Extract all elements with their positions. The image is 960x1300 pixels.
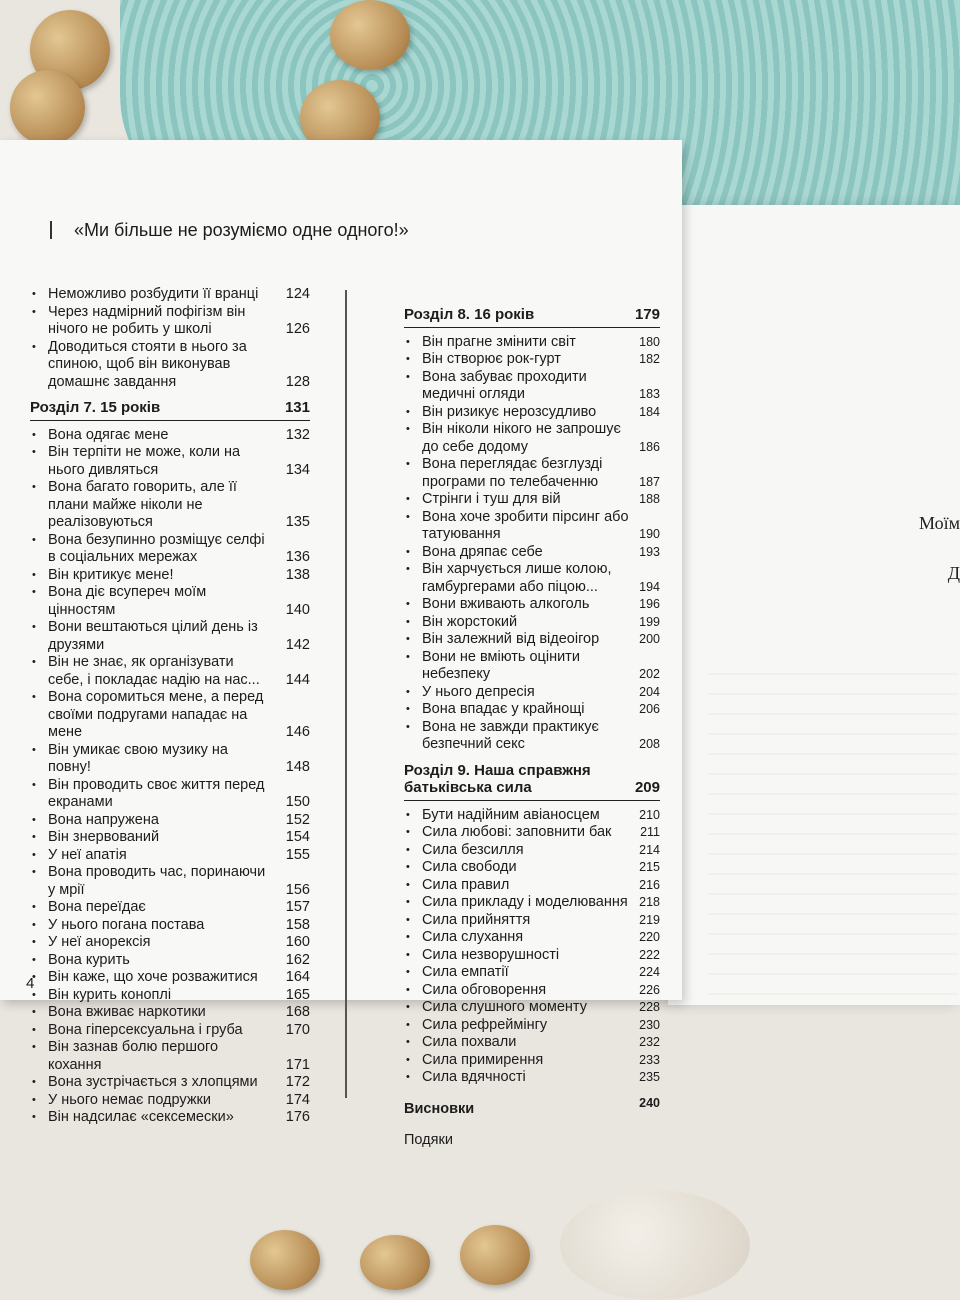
toc-entry [404, 596, 660, 614]
toc-entry [404, 912, 660, 930]
toc-entry [30, 847, 310, 865]
toc-page-number: 144 [285, 671, 310, 688]
toc-page-number: 188 [639, 492, 660, 506]
toc-entry [30, 1004, 310, 1022]
toc-page-number: 176 [285, 1109, 310, 1125]
toc-entry [30, 812, 310, 830]
wooden-bead [250, 1230, 320, 1290]
toc-page-number: 150 [285, 794, 310, 810]
running-header [50, 220, 409, 241]
toc-page-number: 158 [285, 916, 310, 933]
toc-entry [404, 1034, 660, 1052]
toc-page-number: 179 [634, 306, 660, 323]
toc-page-number: 165 [285, 986, 310, 1003]
right-page [668, 205, 960, 1005]
toc-entry-title: Сила примирення [422, 1051, 544, 1068]
toc-entry [30, 619, 310, 654]
toc-entry [404, 684, 660, 702]
toc-entry [404, 491, 660, 509]
toc-entry [404, 1017, 660, 1035]
toc-entry-title: Він терпіти не може, коли на нього дивляться [48, 444, 241, 478]
toc-entry-title: Сила слухання [422, 929, 524, 945]
toc-entry-title: Він знервований [48, 829, 160, 845]
toc-entry-title: Він надсилає «сексемески» [48, 1109, 234, 1125]
toc-page-number: 124 [285, 286, 310, 302]
toc-page-number: 182 [639, 352, 660, 366]
toc-entry-title: Сила любові: заповнити бак [422, 824, 612, 840]
toc-page-number: 171 [285, 1056, 310, 1073]
toc-entry [404, 631, 660, 649]
toc-page-number: 190 [639, 527, 660, 541]
toc-entry-title: У нього погана постава [48, 916, 205, 933]
toc-entry [404, 614, 660, 632]
toc-entry [30, 829, 310, 847]
toc-page-number: 148 [285, 759, 310, 775]
toc-entry [404, 807, 660, 825]
right-page-text: Моїм [919, 513, 960, 533]
toc-entry [30, 444, 310, 479]
toc-entry-title: Сила прикладу і моделювання [422, 894, 628, 910]
toc-entry-title: Він ризикує нерозсудливо [422, 403, 597, 420]
toc-entry-title: Сила свободи [422, 859, 517, 875]
toc-entry-title: Сила рефреймінгу [422, 1016, 548, 1033]
toc-page-number: 219 [639, 912, 660, 927]
toc-entry [30, 567, 310, 585]
toc-entry-title: Він ніколи нікого не запрошує до себе додому [422, 421, 621, 455]
toc-page-number: 196 [639, 597, 660, 611]
toc-entry [404, 456, 660, 491]
toc-entry-title: Він створює рок-гурт [422, 351, 561, 367]
toc-page-number: 136 [285, 549, 310, 565]
toc-entry-title: Вона не завжди практикує безпечний секс [422, 718, 599, 752]
toc-entry-title: Доводиться стояти в нього за спиною, щоб він виконував домашнє завдання [48, 338, 247, 390]
toc-page-number: 224 [639, 965, 660, 979]
toc-entry [404, 877, 660, 895]
toc-entry-title: У неї апатія [48, 846, 127, 863]
toc-page-number: 156 [285, 881, 310, 898]
toc-entry [404, 1095, 660, 1119]
toc-entry-title: Сила емпатії [422, 964, 509, 980]
toc-entry [30, 1039, 310, 1074]
toc-entry-title: Він харчується лише колою, гамбургерами або піцою... [422, 561, 612, 595]
toc-page-number: 168 [285, 1004, 310, 1020]
toc-page-number: 138 [285, 566, 310, 583]
toc-page-number: 209 [634, 779, 660, 796]
toc-page-number: 210 [639, 807, 660, 822]
toc-entry [30, 304, 310, 339]
toc-entry [404, 404, 660, 422]
toc-page-number: 233 [639, 1052, 660, 1067]
toc-entry [30, 1074, 310, 1092]
toc-entry [404, 544, 660, 562]
toc-entry [30, 864, 310, 899]
toc-entry-title: Подяки [404, 1132, 453, 1148]
toc-entry [30, 286, 310, 304]
toc-entry-title: Вони вживають алкоголь [422, 596, 590, 612]
toc-entry-title: Неможливо розбудити її вранці [48, 286, 259, 302]
toc-entry [404, 1052, 660, 1070]
toc-page-number: 186 [639, 439, 660, 454]
toc-page-number: 183 [639, 387, 660, 401]
toc-entry [30, 584, 310, 619]
toc-entry-title: Вона зустрічається з хлопцями [48, 1074, 258, 1090]
toc-entry-title: Сила слушного моменту [422, 999, 587, 1015]
toc-entry-title: Сила незворушності [422, 946, 560, 963]
toc-entry [404, 369, 660, 404]
toc-entry [404, 719, 660, 754]
toc-entry-title: У нього депресія [422, 683, 535, 700]
toc-page-number: 204 [639, 684, 660, 699]
toc-entry-title: Вона багато говорить, але її плани майже ніколи не реалізовуються [48, 479, 237, 530]
toc-entry-title: Сила похвали [422, 1034, 517, 1050]
toc-entry [30, 952, 310, 970]
toc-entry [30, 969, 310, 987]
toc-entry-title: Вона проводить час, поринаючи у мрії [48, 864, 266, 898]
toc-page-number: 146 [285, 724, 310, 740]
toc-entry [404, 964, 660, 982]
toc-page-number: 162 [285, 951, 310, 968]
toc-entry [404, 561, 660, 596]
toc-page-number: 214 [639, 842, 660, 857]
toc-entry [404, 509, 660, 544]
toc-entry [30, 427, 310, 445]
toc-entry [30, 339, 310, 392]
toc-entry-title: Сила прийняття [422, 911, 531, 928]
toc-entry-title: Вона забуває проходити медичні огляди [422, 368, 587, 402]
toc-entry-title: Сила правил [422, 876, 510, 893]
toc-entry-title: Вона переїдає [48, 899, 146, 915]
toc-page-number: 160 [285, 934, 310, 950]
toc-page-number: 164 [285, 969, 310, 985]
toc-entry-title: Сила безсилля [422, 841, 524, 858]
toc-page-number: 228 [639, 1000, 660, 1014]
toc-entry-title: Вони не вміють оцінити небезпеку [422, 648, 580, 682]
toc-page-number: 131 [284, 399, 310, 416]
toc-entry-title: Бути надійним авіаносцем [422, 806, 600, 823]
toc-entry [404, 842, 660, 860]
toc-entry [30, 1092, 310, 1110]
toc-entry [404, 334, 660, 352]
toc-entry [30, 689, 310, 742]
toc-page-number: 211 [640, 825, 660, 839]
toc-entry [30, 934, 310, 952]
toc-entry-title: Вона хоче зробити пірсинг або татуювання [422, 508, 629, 542]
toc-entry [404, 929, 660, 947]
toc-entry [404, 1069, 660, 1087]
soap-bar [560, 1190, 750, 1300]
toc-entry [30, 777, 310, 812]
toc-page-number: 152 [285, 811, 310, 828]
toc-entry-title: Вона дряпає себе [422, 543, 543, 560]
toc-section-heading [30, 399, 310, 421]
toc-page-number: 240 [639, 1095, 660, 1110]
toc-entry-title: Вона переглядає безглузді програми по телебаченню [422, 456, 603, 490]
toc-entry [404, 999, 660, 1017]
toc-entry-title: Він не знає, як організувати себе, і покладає надію на нас... [48, 654, 260, 688]
toc-page-number: 222 [639, 947, 660, 962]
toc-page-number: 226 [639, 982, 660, 997]
toc-page-number: 218 [639, 895, 660, 909]
wooden-bead [460, 1225, 530, 1285]
toc-entry [30, 479, 310, 532]
bleed-through-text [708, 655, 958, 995]
toc-entry-title: Він курить коноплі [48, 986, 172, 1003]
toc-entry-title: Розділ 7. 15 років [30, 399, 161, 416]
toc-section-heading [404, 762, 660, 801]
toc-page-number: 215 [639, 860, 660, 874]
toc-page-number: 180 [639, 334, 660, 349]
toc-entry-title: Він каже, що хоче розважитися [48, 969, 258, 985]
toc-entry [404, 1132, 660, 1150]
toc-page-number: 235 [639, 1070, 660, 1084]
toc-entry-title: Він критикує мене! [48, 566, 174, 583]
toc-entry [30, 742, 310, 777]
toc-page-number: 232 [639, 1035, 660, 1049]
toc-page-number: 140 [285, 601, 310, 618]
toc-page-number: 154 [285, 829, 310, 845]
toc-entry-title: Розділ 8. 16 років [404, 306, 535, 323]
toc-page-number: 199 [639, 614, 660, 629]
toc-entry-title: Вона діє всупереч моїм цінностям [48, 584, 207, 618]
toc-entry [404, 947, 660, 965]
book-page [0, 140, 682, 1148]
toc-column-left [30, 286, 310, 1127]
toc-page-number: 170 [285, 1021, 310, 1038]
toc-page-number: 206 [639, 702, 660, 716]
toc-page-number: 200 [639, 632, 660, 646]
page-number: 4 [26, 975, 35, 992]
toc-page-number: 174 [285, 1091, 310, 1108]
toc-entry [30, 654, 310, 689]
toc-entry-title: Він залежний від відеоігор [422, 631, 600, 647]
toc-entry [404, 894, 660, 912]
toc-page-number: 155 [285, 846, 310, 863]
toc-page-number: 202 [639, 667, 660, 681]
column-divider [345, 290, 347, 1098]
toc-page-number: 126 [285, 321, 310, 337]
toc-entry-title: У нього немає подружки [48, 1091, 211, 1108]
toc-entry-title: Він умикає свою музику на повну! [48, 741, 228, 775]
toc-entry-title: Сила обговорення [422, 981, 547, 998]
toc-entry-title: Вона напружена [48, 811, 159, 828]
toc-entry-title: Вона гіперсексуальна і груба [48, 1021, 243, 1038]
header-bar [50, 221, 52, 239]
toc-entry [30, 532, 310, 567]
toc-entry [30, 899, 310, 917]
toc-entry [404, 421, 660, 456]
toc-entry-title: Вона соромиться мене, а перед своїми подругами нападає на мене [48, 689, 264, 740]
toc-page-number: 230 [639, 1017, 660, 1032]
toc-entry [30, 1022, 310, 1040]
right-page-text: Д [947, 563, 960, 583]
toc-entry-title: Вона одягає мене [48, 426, 169, 443]
toc-page-number: 135 [285, 514, 310, 530]
toc-page-number: 187 [639, 474, 660, 489]
toc-entry [404, 824, 660, 842]
toc-page-number: 216 [639, 877, 660, 892]
toc-entry-title: Сила вдячності [422, 1069, 526, 1085]
toc-entry-title: Через надмірний пофігізм він нічого не робить у школі [48, 303, 246, 337]
toc-column-right [404, 298, 660, 1150]
wooden-bead [10, 70, 85, 145]
toc-entry-title: Він проводить своє життя перед екранами [48, 776, 265, 810]
wooden-bead [330, 0, 410, 70]
toc-page-number: 208 [639, 737, 660, 751]
toc-entry-title: Вона вживає наркотики [48, 1004, 206, 1020]
toc-entry-title: Висновки [404, 1100, 475, 1117]
toc-entry [404, 649, 660, 684]
toc-entry-title: У неї анорексія [48, 934, 151, 950]
toc-entry-title: Він прагне змінити світ [422, 333, 576, 350]
toc-entry-title: Він жорстокий [422, 613, 518, 630]
wooden-bead [360, 1235, 430, 1290]
toc-entry [404, 859, 660, 877]
toc-entry-title: Розділ 9. Наша справжня батьківська сила [404, 761, 591, 796]
toc-entry-title: Вона безупинно розміщує селфі в соціальних мережах [48, 531, 265, 565]
toc-page-number: 172 [285, 1074, 310, 1090]
toc-page-number: 142 [285, 636, 310, 653]
toc-entry-title: Стрінги і туш для вій [422, 491, 561, 507]
toc-entry [30, 917, 310, 935]
toc-page-number: 134 [285, 461, 310, 478]
toc-entry-title: Вона впадає у крайнощі [422, 701, 585, 717]
toc-page-number: 194 [639, 579, 660, 594]
toc-page-number: 128 [285, 373, 310, 390]
toc-page-number: 157 [285, 899, 310, 915]
toc-entry [30, 1109, 310, 1127]
toc-page-number: 193 [639, 544, 660, 559]
toc-entry [404, 982, 660, 1000]
toc-page-number: 184 [639, 404, 660, 419]
toc-entry [404, 351, 660, 369]
toc-section-heading [404, 306, 660, 328]
toc-entry-title: Вони вештаються цілий день із друзями [48, 619, 258, 653]
toc-page-number: 220 [639, 930, 660, 944]
toc-entry [30, 987, 310, 1005]
toc-entry-title: Вона курить [48, 951, 130, 968]
toc-page-number: 132 [285, 426, 310, 443]
toc-entry-title: Він зазнав болю першого кохання [48, 1039, 219, 1073]
header-title: «Ми більше не розуміємо одне одного!» [74, 220, 409, 240]
toc-entry [404, 701, 660, 719]
